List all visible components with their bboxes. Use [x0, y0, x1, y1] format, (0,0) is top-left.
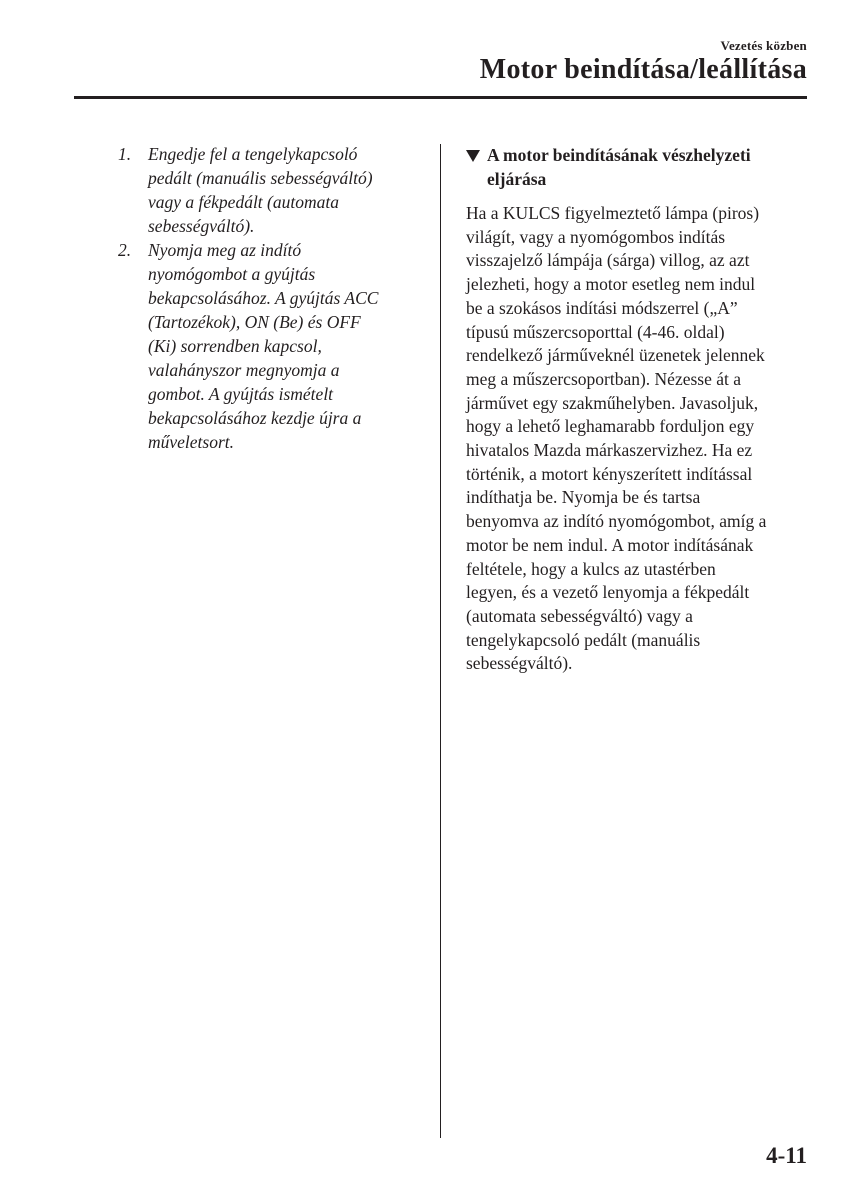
- step-item-2: [118, 238, 418, 454]
- triangle-down-icon: [466, 150, 480, 162]
- body-text-line: történik, a motort kényszerített indítással: [466, 463, 753, 484]
- body-text-line: legyen, és a vezető lenyomja a fékpedált: [466, 582, 750, 603]
- body-text-line: (automata sebességváltó) vagy a: [466, 605, 693, 626]
- body-text-line: tengelykapcsoló pedált (manuális: [466, 629, 701, 650]
- step-text-line: bekapcsolásához. A gyújtás ACC: [148, 288, 379, 308]
- body-text-line: jelezheti, hogy a motor esetleg nem indul: [466, 274, 756, 295]
- steps-list: [118, 142, 418, 454]
- step-text-line: gombot. A gyújtás ismételt: [148, 384, 334, 404]
- step-text-line: bekapcsolásához kezdje újra a: [148, 408, 362, 428]
- body-text-line: meg a műszercsoportban). Nézesse át a: [466, 368, 742, 389]
- step-text-line: műveletsort.: [148, 432, 235, 452]
- body-text-line: hogy a lehető leghamarabb forduljon egy: [466, 416, 755, 437]
- emergency-start-body: [466, 202, 816, 676]
- step-text-line: Nyomja meg az indító: [148, 240, 302, 260]
- column-divider: [440, 144, 441, 1138]
- step-text-line: vagy a fékpedált (automata: [148, 192, 339, 212]
- step-number: 2.: [118, 240, 132, 260]
- body-text-line: Ha a KULCS figyelmeztető lámpa (piros): [466, 203, 760, 223]
- step-text-line: sebességváltó).: [148, 216, 255, 236]
- page-title: Motor beindítása/leállítása: [479, 54, 807, 85]
- body-text-line: rendelkező járműveknél üzenetek jelennek: [466, 345, 765, 366]
- heading-line: eljárása: [487, 169, 547, 189]
- step-item-1: [118, 142, 418, 238]
- step-text-line: Engedje fel a tengelykapcsoló: [148, 144, 358, 164]
- heading-line: A motor beindításának vészhelyzeti: [487, 145, 751, 165]
- title-rule: [74, 96, 807, 99]
- body-text-line: indíthatja be. Nyomja be és tartsa: [466, 487, 701, 508]
- section-label: Vezetés közben: [720, 38, 807, 53]
- step-text-line: (Tartozékok), ON (Be) és OFF: [148, 312, 361, 332]
- body-text-line: járművet egy szakműhelyben. Javasoljuk,: [466, 392, 759, 413]
- page-number: 4-11: [766, 1143, 807, 1168]
- body-text-line: motor be nem indul. A motor indításának: [466, 534, 754, 555]
- step-number: 1.: [118, 144, 132, 164]
- body-text-line: hivatalos Mazda márkaszervizhez. Ha ez: [466, 440, 753, 461]
- body-text-line: benyomva az indító nyomógombot, amíg a: [466, 511, 767, 532]
- body-text-line: sebességváltó).: [466, 653, 573, 674]
- emergency-start-heading: [466, 143, 816, 191]
- body-text-line: feltétele, hogy a kulcs az utastérben: [466, 558, 716, 579]
- step-text-line: pedált (manuális sebességváltó): [148, 168, 373, 188]
- step-text-line: (Ki) sorrendben kapcsol,: [148, 336, 322, 356]
- step-text-line: valahányszor megnyomja a: [148, 360, 340, 380]
- body-text-line: típusú műszercsoporttal (4-46. oldal): [466, 321, 725, 342]
- body-text-line: be a szokásos indítási módszerrel („A”: [466, 297, 738, 318]
- body-text-line: visszajelző lámpája (sárga) villog, az azt: [466, 250, 750, 271]
- body-text-line: világít, vagy a nyomógombos indítás: [466, 226, 726, 247]
- step-text-line: nyomógombot a gyújtás: [148, 264, 316, 284]
